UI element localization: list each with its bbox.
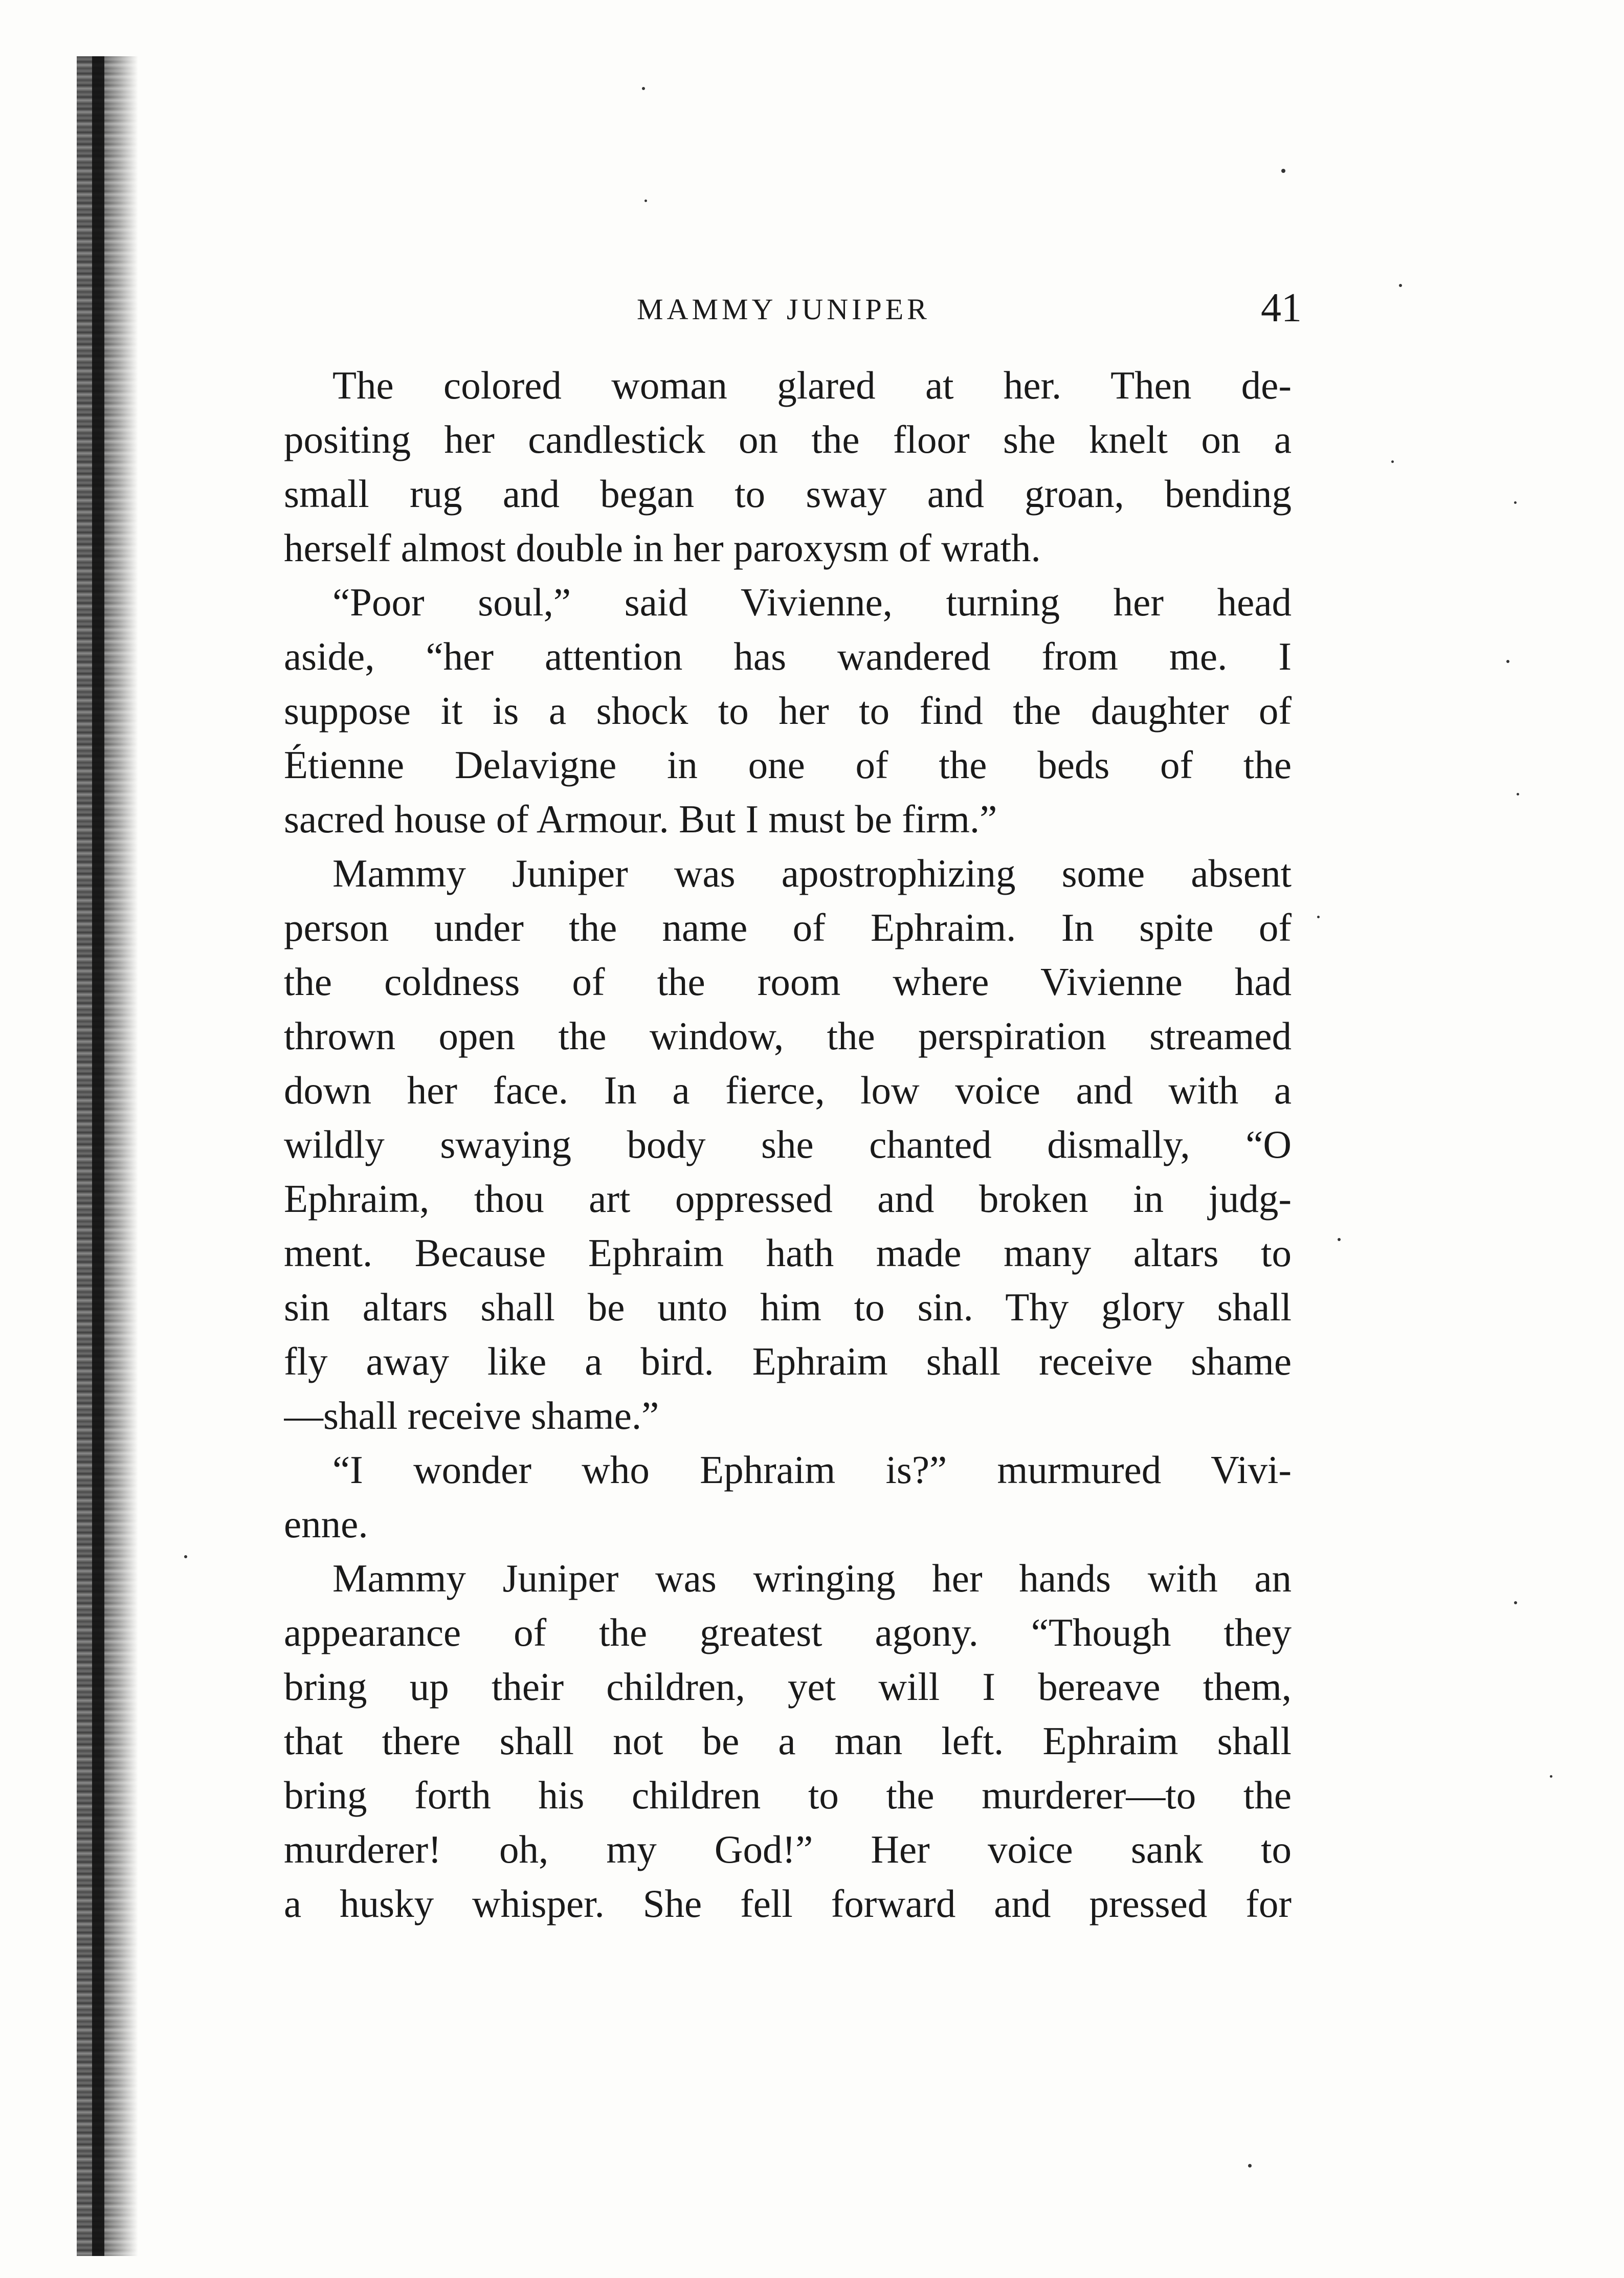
text-line: appearance of the greatest agony. “Though they xyxy=(284,1610,1292,1654)
text-line: wildly swaying body she chanted dismally, “O xyxy=(284,1122,1292,1166)
text-line: fly away like a bird. Ephraim shall receive shame xyxy=(284,1339,1292,1383)
text-line: Étienne Delavigne in one of the beds of the xyxy=(284,743,1292,787)
body-text xyxy=(284,358,1292,1931)
running-head xyxy=(279,286,1302,333)
text-line: herself almost double in her paroxysm of wrath. xyxy=(284,526,1041,570)
running-head-title: MAMMY JUNIPER xyxy=(637,293,930,326)
text-line: positing her candlestick on the floor she knelt on a xyxy=(284,417,1292,461)
scan-speck xyxy=(1248,2164,1252,2168)
page-binding-edge xyxy=(92,56,104,2256)
scan-speck xyxy=(1506,660,1509,663)
text-line: sin altars shall be unto him to sin. Thy glory shall xyxy=(284,1285,1292,1329)
text-line: murderer! oh, my God!” Her voice sank to xyxy=(284,1827,1292,1871)
text-line: sacred house of Armour. But I must be firm.” xyxy=(284,797,997,841)
text-line: a husky whisper. She fell forward and pressed for xyxy=(284,1882,1292,1926)
scan-speck xyxy=(1338,1238,1341,1241)
text-line: “Poor soul,” said Vivienne, turning her head xyxy=(332,580,1292,624)
scan-speck xyxy=(1399,284,1402,287)
scan-speck xyxy=(1514,501,1517,504)
scan-speck xyxy=(1281,169,1285,173)
text-line: thrown open the window, the perspiration streamed xyxy=(284,1014,1292,1058)
scan-speck xyxy=(1317,916,1320,918)
text-line: the coldness of the room where Vivienne had xyxy=(284,960,1292,1004)
text-line: The colored woman glared at her. Then de- xyxy=(332,363,1292,407)
text-line: Mammy Juniper was apostrophizing some absent xyxy=(332,851,1292,895)
text-line: ment. Because Ephraim hath made many altars to xyxy=(284,1231,1292,1275)
text-line: person under the name of Ephraim. In spite of xyxy=(284,905,1292,949)
text-line: aside, “her attention has wandered from me. I xyxy=(284,634,1292,678)
scan-speck xyxy=(1391,460,1394,463)
text-line: small rug and began to sway and groan, bending xyxy=(284,472,1292,516)
text-line: down her face. In a fierce, low voice and with a xyxy=(284,1068,1292,1112)
text-line: bring forth his children to the murderer—to the xyxy=(284,1773,1292,1817)
scan-speck xyxy=(1514,1601,1517,1604)
text-line: enne. xyxy=(284,1502,368,1546)
scan-speck xyxy=(642,87,645,90)
text-line: Mammy Juniper was wringing her hands with an xyxy=(332,1556,1292,1600)
text-line: that there shall not be a man left. Ephraim shall xyxy=(284,1719,1292,1763)
page-number: 41 xyxy=(1261,285,1302,330)
text-line: bring up their children, yet will I bereave them, xyxy=(284,1665,1292,1709)
scan-speck xyxy=(184,1555,187,1558)
text-line: Ephraim, thou art oppressed and broken in judg- xyxy=(284,1177,1292,1221)
text-line: —shall receive shame.” xyxy=(284,1394,659,1437)
scan-speck xyxy=(1517,793,1519,795)
text-line: suppose it is a shock to her to find the daughter of xyxy=(284,689,1292,733)
scan-speck xyxy=(1550,1775,1552,1778)
scan-speck xyxy=(644,200,647,202)
text-line: “I wonder who Ephraim is?” murmured Vivi- xyxy=(332,1448,1292,1492)
page-binding-shadow xyxy=(77,56,138,2256)
